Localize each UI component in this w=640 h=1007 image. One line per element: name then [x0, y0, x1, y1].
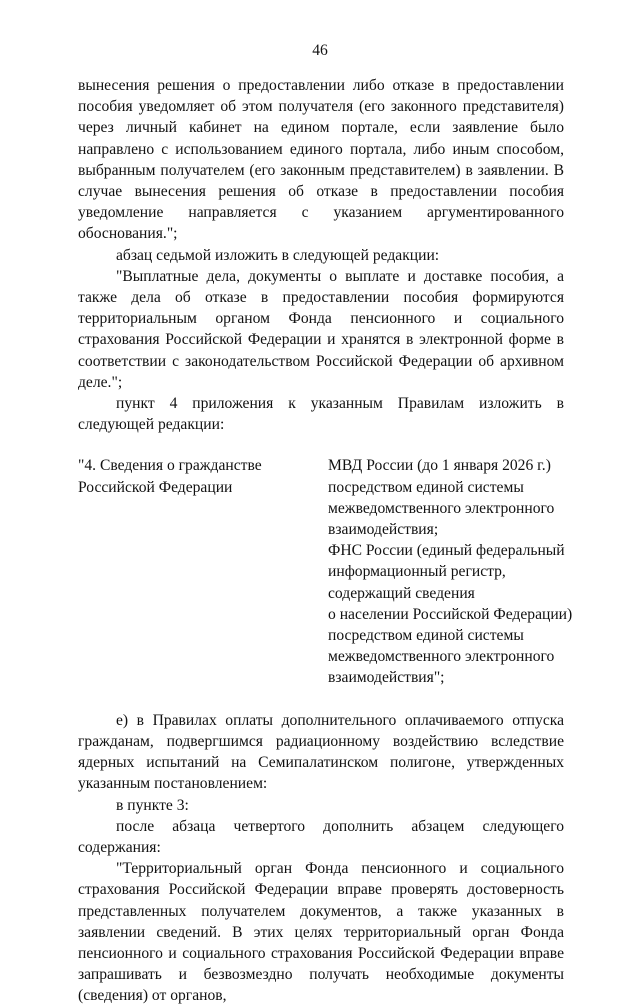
- paragraph-add-after-fourth: после абзаца четвертого дополнить абзацем следующего содержания:: [78, 817, 564, 856]
- annex-item-source-line: МВД России (до 1 января 2026 г.): [328, 457, 551, 475]
- annex-item-source-line: посредством единой системы: [328, 627, 524, 645]
- annex-table-row: [78, 455, 573, 688]
- paragraph-quoted-text: "Выплатные дела, документы о выплате и доставке пособия, а также дела об отказе в предоставлении пособия формируются территориальным органом Фонда пенсионного и социального страхования Российской Федерации и хранятся в электронной форме в соответствии с законодательством Российской Федерации об архивном деле.";: [78, 267, 564, 391]
- annex-item-source-line: посредством единой системы: [328, 478, 524, 496]
- annex-item-title-line: Российской Федерации: [78, 478, 233, 496]
- annex-item-source: [328, 455, 573, 688]
- annex-item-title-line: "4. Сведения о гражданстве: [78, 457, 262, 475]
- page-number: 46: [312, 42, 328, 59]
- annex-item-source-line: о населении Российской Федерации): [328, 605, 573, 623]
- paragraph-quoted-addition: "Территориальный орган Фонда пенсионного и социального страхования Российской Федерации вправе проверять достоверность представленных получателем документов, а также указанных в заявлении сведений. В этих целях территориальный орган Фонда пенсионного и социального страхования Российской Федерации вправе запрашивать и безвозмездно получать необходимые документы (сведения) от органов,: [78, 860, 564, 1005]
- annex-item-source-line: взаимодействия;: [328, 521, 439, 539]
- annex-item-source-line: межведомственного электронного: [328, 648, 555, 666]
- annex-item-source-line: информационный регистр,: [328, 563, 506, 581]
- paragraph-annex-instruction: пункт 4 приложения к указанным Правилам изложить в следующей редакции:: [78, 395, 564, 434]
- annex-item-source-line: межведомственного электронного: [328, 499, 555, 517]
- paragraph-clause-3: в пункте 3:: [116, 796, 189, 814]
- annex-item-source-line: содержащий сведения: [328, 584, 475, 602]
- annex-item-title: [78, 455, 328, 688]
- document-body: [78, 75, 573, 1007]
- paragraph-section-e: е) в Правилах оплаты дополнительного оплачиваемого отпуска гражданам, подвергшимся радиационному воздействию вследствие ядерных испытаний на Семипалатинском полигоне, утвержденных указанным постановлением:: [78, 711, 564, 793]
- paragraph-continuation: вынесения решения о предоставлении либо отказе в предоставлении пособия уведомляет об этом получателя (его законного представителя) через личный кабинет на едином портале, если заявление было направлено с использованием единого портала, либо иным способом, выбранным получателем (его законным представителем) в заявлении. В случае вынесения решения об отказе в предоставлении пособия уведомление направляется с указанием аргументированного обоснования.";: [78, 77, 564, 243]
- paragraph-amendment-instruction: абзац седьмой изложить в следующей редакции:: [116, 246, 440, 264]
- annex-item-source-line: ФНС России (единый федеральный: [328, 542, 565, 560]
- annex-item-source-line: взаимодействия";: [328, 669, 445, 687]
